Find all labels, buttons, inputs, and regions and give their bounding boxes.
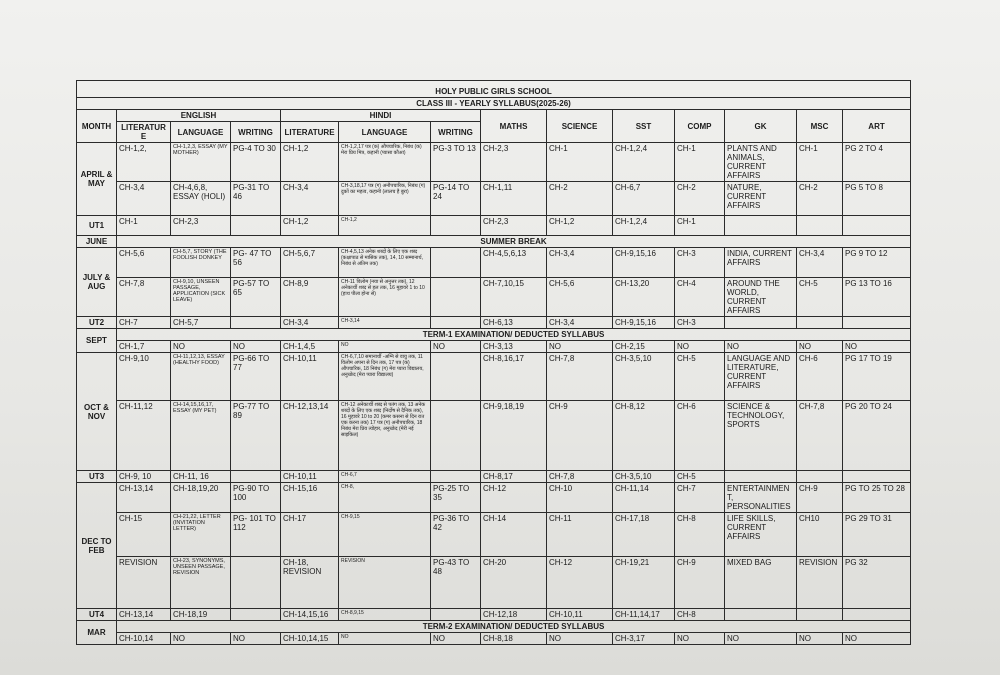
cell-sst: CH-9,15,16	[613, 317, 675, 329]
table-row	[77, 609, 911, 621]
cell-maths: CH-3,13	[481, 341, 547, 353]
cell-hin-writing: PG-25 TO 35	[431, 483, 481, 513]
cell-eng-literature: CH-9,10	[117, 353, 171, 401]
cell-eng-language: CH-18,19,20	[171, 483, 231, 513]
cell-eng-writing: PG-57 TO 65	[231, 278, 281, 317]
table-row	[77, 401, 911, 471]
cell-msc	[797, 216, 843, 236]
cell-comp: CH-8	[675, 609, 725, 621]
header-gk: GK	[725, 110, 797, 143]
month-mar: MAR	[77, 621, 117, 645]
cell-art	[843, 216, 911, 236]
table-row	[77, 248, 911, 278]
cell-eng-language: CH-23, SYNONYMS, UNSEEN PASSAGE, REVISION	[171, 557, 231, 609]
cell-sst: CH-1,2,4	[613, 143, 675, 182]
cell-hin-literature: CH-12,13,14	[281, 401, 339, 471]
cell-maths: CH-4,5,6,13	[481, 248, 547, 278]
cell-art: PG TO 25 TO 28	[843, 483, 911, 513]
month-oct-nov: OCT & NOV	[77, 353, 117, 471]
cell-comp: CH-4	[675, 278, 725, 317]
cell-hin-literature: CH-8,9	[281, 278, 339, 317]
cell-hin-language: CH-8,9,15	[339, 609, 431, 621]
cell-science: CH-10	[547, 483, 613, 513]
cell-sst: CH-3,5,10	[613, 353, 675, 401]
cell-eng-language: CH-21,22, LETTER (INVITATION LETTER)	[171, 513, 231, 557]
cell-sst: CH-8,12	[613, 401, 675, 471]
title-row	[77, 81, 911, 98]
cell-eng-language: CH-2,3	[171, 216, 231, 236]
cell-eng-language: CH-11, 16	[171, 471, 231, 483]
cell-science: NO	[547, 633, 613, 645]
cell-gk: NO	[725, 633, 797, 645]
cell-art: PG 17 TO 19	[843, 353, 911, 401]
cell-maths: CH-8,18	[481, 633, 547, 645]
cell-eng-language: CH-5,7	[171, 317, 231, 329]
cell-hin-writing	[431, 278, 481, 317]
cell-gk: LANGUAGE AND LITERATURE, CURRENT AFFAIRS	[725, 353, 797, 401]
table-row-june	[77, 236, 911, 248]
cell-gk: NO	[725, 341, 797, 353]
cell-art: NO	[843, 633, 911, 645]
cell-gk	[725, 317, 797, 329]
subtitle-row	[77, 98, 911, 110]
header-art: ART	[843, 110, 911, 143]
cell-hin-writing	[431, 353, 481, 401]
cell-maths: CH-12,18	[481, 609, 547, 621]
cell-eng-language: CH-14,15,16,17, ESSAY (MY PET)	[171, 401, 231, 471]
cell-eng-literature: CH-13,14	[117, 483, 171, 513]
cell-eng-literature: CH-9, 10	[117, 471, 171, 483]
cell-hin-writing: PG-14 TO 24	[431, 182, 481, 216]
header-hin-literature: LITERATURE	[281, 122, 339, 143]
cell-eng-literature: CH-10,14	[117, 633, 171, 645]
cell-comp: CH-1	[675, 216, 725, 236]
cell-art: PG 13 TO 16	[843, 278, 911, 317]
school-name: HOLY PUBLIC GIRLS SCHOOL	[77, 81, 911, 98]
cell-eng-language: CH-9,10, UNSEEN PASSAGE, APPLICATION (SICK LEAVE)	[171, 278, 231, 317]
cell-hin-language: CH-11 विलोम (नया से अनुत्तर तक), 12 अनेकार्थी शब्द से हल तक, 16 मुहावरे 1 to 10 (हाथ पीला होना से)	[339, 278, 431, 317]
header-hin-language: LANGUAGE	[339, 122, 431, 143]
cell-comp: CH-9	[675, 557, 725, 609]
cell-gk: MIXED BAG	[725, 557, 797, 609]
cell-hin-writing	[431, 471, 481, 483]
cell-maths: CH-1,11	[481, 182, 547, 216]
cell-msc: NO	[797, 633, 843, 645]
cell-msc: CH-3,4	[797, 248, 843, 278]
cell-hin-literature: CH-3,4	[281, 317, 339, 329]
cell-sst: CH-3,5,10	[613, 471, 675, 483]
cell-sst: CH-13,20	[613, 278, 675, 317]
cell-msc: CH-1	[797, 143, 843, 182]
cell-maths: CH-8,17	[481, 471, 547, 483]
cell-gk: AROUND THE WORLD, CURRENT AFFAIRS	[725, 278, 797, 317]
cell-sst: CH-6,7	[613, 182, 675, 216]
cell-gk	[725, 471, 797, 483]
cell-comp: CH-6	[675, 401, 725, 471]
cell-hin-language: CH-3,14	[339, 317, 431, 329]
cell-msc: CH-5	[797, 278, 843, 317]
cell-eng-writing: PG-31 TO 46	[231, 182, 281, 216]
cell-hin-language: CH-1,2,17 पत्र (क) औपचारिक, निबंध (क) मेरा प्रिय मित्र, कहानी (प्यासा कौआ)	[339, 143, 431, 182]
cell-hin-writing	[431, 216, 481, 236]
table-row	[77, 317, 911, 329]
cell-eng-writing: PG-77 TO 89	[231, 401, 281, 471]
cell-maths: CH-14	[481, 513, 547, 557]
cell-hin-writing: PG-36 TO 42	[431, 513, 481, 557]
cell-hin-literature: CH-10,11	[281, 471, 339, 483]
cell-hin-language: CH-4,5,13 अनेक शब्दों के लिए एक शब्द (कक्षापाठ से मासिक तक), 14, 10 सम्मानार्थ, निबंध से अंतिम तक)	[339, 248, 431, 278]
cell-msc: NO	[797, 341, 843, 353]
header-science: SCIENCE	[547, 110, 613, 143]
cell-science: CH-10,11	[547, 609, 613, 621]
cell-hin-literature: CH-10,14,15	[281, 633, 339, 645]
cell-sst: CH-2,15	[613, 341, 675, 353]
cell-sst: CH-17,18	[613, 513, 675, 557]
cell-science: CH-11	[547, 513, 613, 557]
cell-science: CH-3,4	[547, 317, 613, 329]
cell-hin-language: CH-12 अनेकार्थी शब्द से पतंग तक, 13 अनेक शब्दों के लिए एक शब्द (निर्दोष से दैनिक तक), 16 मुहावरे 10 to 20 (कमर कसना से दिन रात एक करना तक) 17 पत्र (ग) अनौपचारिक, 18 निबंध मेरा प्रिय त्योहार, अनुच्छेद (मेरी नई साइकिल)	[339, 401, 431, 471]
cell-eng-writing	[231, 471, 281, 483]
cell-gk	[725, 216, 797, 236]
table-row	[77, 182, 911, 216]
table-row	[77, 557, 911, 609]
cell-sst: CH-11,14	[613, 483, 675, 513]
table-row	[77, 483, 911, 513]
cell-hin-language: NO	[339, 341, 431, 353]
cell-hin-language: CH-8,	[339, 483, 431, 513]
cell-msc: CH-9	[797, 483, 843, 513]
cell-hin-literature: CH-17	[281, 513, 339, 557]
cell-maths: CH-6,13	[481, 317, 547, 329]
cell-eng-literature: CH-1	[117, 216, 171, 236]
cell-hin-literature: CH-5,6,7	[281, 248, 339, 278]
cell-science: CH-1	[547, 143, 613, 182]
cell-science: CH-9	[547, 401, 613, 471]
cell-eng-writing: PG-90 TO 100	[231, 483, 281, 513]
cell-msc	[797, 609, 843, 621]
cell-science: CH-1,2	[547, 216, 613, 236]
header-eng-writing: WRITING	[231, 122, 281, 143]
cell-hin-writing: PG-3 TO 13	[431, 143, 481, 182]
cell-art: PG 5 TO 8	[843, 182, 911, 216]
cell-sst: CH-1,2,4	[613, 216, 675, 236]
cell-eng-literature: CH-5,6	[117, 248, 171, 278]
cell-eng-language: CH-4,6,8, ESSAY (HOLI)	[171, 182, 231, 216]
table-row	[77, 216, 911, 236]
cell-eng-writing: PG- 47 TO 56	[231, 248, 281, 278]
cell-msc	[797, 317, 843, 329]
cell-maths: CH-2,3	[481, 143, 547, 182]
header-row-1	[77, 110, 911, 122]
cell-maths: CH-2,3	[481, 216, 547, 236]
header-month: MONTH	[77, 110, 117, 143]
table-row	[77, 513, 911, 557]
month-june: JUNE	[77, 236, 117, 248]
cell-hin-language: CH-6,7,10 समानार्थी -अग्नि से वायु तक, 11 विलोम अपना से दिन तक, 17 पत्र (क) औपचारिक, 18 निबंध (ग) मेरा प्यारा विद्यालय, अनुच्छेद (मेरा प्यारा विद्यालय)	[339, 353, 431, 401]
cell-maths: CH-20	[481, 557, 547, 609]
table-row	[77, 633, 911, 645]
cell-comp: CH-3	[675, 317, 725, 329]
cell-science: CH-12	[547, 557, 613, 609]
cell-comp: CH-5	[675, 471, 725, 483]
cell-maths: CH-7,10,15	[481, 278, 547, 317]
syllabus-container	[76, 80, 910, 645]
cell-art: PG 9 TO 12	[843, 248, 911, 278]
cell-art: PG 2 TO 4	[843, 143, 911, 182]
summer-break-band: SUMMER BREAK	[117, 236, 911, 248]
cell-eng-writing: PG-66 TO 77	[231, 353, 281, 401]
cell-hin-language: NO	[339, 633, 431, 645]
cell-eng-writing	[231, 609, 281, 621]
cell-gk: LIFE SKILLS, CURRENT AFFAIRS	[725, 513, 797, 557]
cell-comp: CH-2	[675, 182, 725, 216]
table-row	[77, 471, 911, 483]
cell-hin-literature: CH-15,16	[281, 483, 339, 513]
cell-hin-writing	[431, 248, 481, 278]
cell-hin-literature: CH-1,2	[281, 216, 339, 236]
cell-eng-language: CH-11,12,13, ESSAY (HEALTHY FOOD)	[171, 353, 231, 401]
cell-art	[843, 471, 911, 483]
cell-science: NO	[547, 341, 613, 353]
month-dec-feb: DEC TO FEB	[77, 483, 117, 609]
cell-art	[843, 609, 911, 621]
header-comp: COMP	[675, 110, 725, 143]
cell-maths: CH-8,16,17	[481, 353, 547, 401]
cell-msc	[797, 471, 843, 483]
cell-art: NO	[843, 341, 911, 353]
month-april-may: APRIL & MAY	[77, 143, 117, 216]
cell-eng-literature: CH-3,4	[117, 182, 171, 216]
table-row	[77, 143, 911, 182]
cell-hin-writing	[431, 401, 481, 471]
month-july-aug: JULY & AUG	[77, 248, 117, 317]
cell-comp: CH-7	[675, 483, 725, 513]
term1-band: TERM-1 EXAMINATION/ DEDUCTED SYLLABUS	[117, 329, 911, 341]
header-maths: MATHS	[481, 110, 547, 143]
cell-comp: NO	[675, 633, 725, 645]
cell-eng-language: CH-5,7, STORY (THE FOOLISH DONKEY	[171, 248, 231, 278]
cell-eng-literature: CH-13,14	[117, 609, 171, 621]
cell-art: PG 32	[843, 557, 911, 609]
cell-eng-writing	[231, 216, 281, 236]
cell-eng-writing: NO	[231, 633, 281, 645]
month-ut2: UT2	[77, 317, 117, 329]
table-row-term1	[77, 329, 911, 341]
cell-hin-writing: NO	[431, 633, 481, 645]
cell-eng-language: NO	[171, 341, 231, 353]
cell-hin-language: CH-9,15	[339, 513, 431, 557]
term2-band: TERM-2 EXAMINATION/ DEDUCTED SYLLABUS	[117, 621, 911, 633]
cell-science: CH-3,4	[547, 248, 613, 278]
cell-comp: CH-8	[675, 513, 725, 557]
cell-art	[843, 317, 911, 329]
cell-hin-language: CH-3,18,17 पत्र (ग) अनौपचारिक, निबंध (ग) दुकों का महत्व, कहानी (लालच है बुरा)	[339, 182, 431, 216]
cell-hin-language: CH-1,2	[339, 216, 431, 236]
syllabus-table	[76, 80, 911, 645]
table-row	[77, 278, 911, 317]
cell-science: CH-7,8	[547, 353, 613, 401]
table-row	[77, 341, 911, 353]
cell-eng-language: CH-18,19	[171, 609, 231, 621]
table-row	[77, 353, 911, 401]
cell-eng-writing: NO	[231, 341, 281, 353]
cell-art: PG 20 TO 24	[843, 401, 911, 471]
table-row-term2	[77, 621, 911, 633]
cell-science: CH-2	[547, 182, 613, 216]
cell-art: PG 29 TO 31	[843, 513, 911, 557]
cell-msc: CH10	[797, 513, 843, 557]
cell-gk: ENTERTAINMENT, PERSONALITIES	[725, 483, 797, 513]
cell-sst: CH-3,17	[613, 633, 675, 645]
cell-msc: REVISION	[797, 557, 843, 609]
cell-hin-writing: PG-43 TO 48	[431, 557, 481, 609]
cell-eng-writing: PG- 101 TO 112	[231, 513, 281, 557]
cell-eng-language: NO	[171, 633, 231, 645]
cell-hin-language: REVISION	[339, 557, 431, 609]
header-sst: SST	[613, 110, 675, 143]
cell-msc: CH-2	[797, 182, 843, 216]
cell-eng-writing	[231, 557, 281, 609]
header-eng-literature: LITERATURE	[117, 122, 171, 143]
cell-sst: CH-19,21	[613, 557, 675, 609]
cell-gk: PLANTS AND ANIMALS, CURRENT AFFAIRS	[725, 143, 797, 182]
cell-eng-literature: CH-1,2,	[117, 143, 171, 182]
cell-hin-language: CH-6,7	[339, 471, 431, 483]
cell-hin-literature: CH-3,4	[281, 182, 339, 216]
month-sept: SEPT	[77, 329, 117, 353]
cell-hin-literature: CH-10,11	[281, 353, 339, 401]
cell-eng-literature: CH-1,7	[117, 341, 171, 353]
cell-comp: CH-5	[675, 353, 725, 401]
cell-comp: NO	[675, 341, 725, 353]
cell-eng-writing	[231, 317, 281, 329]
cell-comp: CH-3	[675, 248, 725, 278]
cell-gk: INDIA, CURRENT AFFAIRS	[725, 248, 797, 278]
month-ut1: UT1	[77, 216, 117, 236]
header-hindi: HINDI	[281, 110, 481, 122]
month-ut3: UT3	[77, 471, 117, 483]
header-eng-language: LANGUAGE	[171, 122, 231, 143]
cell-hin-literature: CH-14,15,16	[281, 609, 339, 621]
cell-msc: CH-7,8	[797, 401, 843, 471]
cell-eng-literature: REVISION	[117, 557, 171, 609]
cell-eng-writing: PG-4 TO 30	[231, 143, 281, 182]
cell-science: CH-7,8	[547, 471, 613, 483]
cell-gk: SCIENCE & TECHNOLOGY, SPORTS	[725, 401, 797, 471]
cell-maths: CH-12	[481, 483, 547, 513]
cell-sst: CH-9,15,16	[613, 248, 675, 278]
cell-hin-writing: NO	[431, 341, 481, 353]
cell-eng-literature: CH-11,12	[117, 401, 171, 471]
cell-hin-writing	[431, 317, 481, 329]
cell-hin-writing	[431, 609, 481, 621]
cell-hin-literature: CH-18, REVISION	[281, 557, 339, 609]
cell-eng-literature: CH-7,8	[117, 278, 171, 317]
month-ut4: UT4	[77, 609, 117, 621]
cell-eng-language: CH-1,2,3, ESSAY (MY MOTHER)	[171, 143, 231, 182]
cell-eng-literature: CH-7	[117, 317, 171, 329]
cell-maths: CH-9,18,19	[481, 401, 547, 471]
header-hin-writing: WRITING	[431, 122, 481, 143]
header-english: ENGLISH	[117, 110, 281, 122]
cell-comp: CH-1	[675, 143, 725, 182]
cell-sst: CH-11,14,17	[613, 609, 675, 621]
syllabus-title: CLASS III - YEARLY SYLLABUS(2025-26)	[77, 98, 911, 110]
cell-hin-literature: CH-1,4,5	[281, 341, 339, 353]
header-msc: MSC	[797, 110, 843, 143]
cell-hin-literature: CH-1,2	[281, 143, 339, 182]
cell-eng-literature: CH-15	[117, 513, 171, 557]
cell-gk	[725, 609, 797, 621]
cell-gk: NATURE, CURRENT AFFAIRS	[725, 182, 797, 216]
cell-msc: CH-6	[797, 353, 843, 401]
cell-science: CH-5,6	[547, 278, 613, 317]
